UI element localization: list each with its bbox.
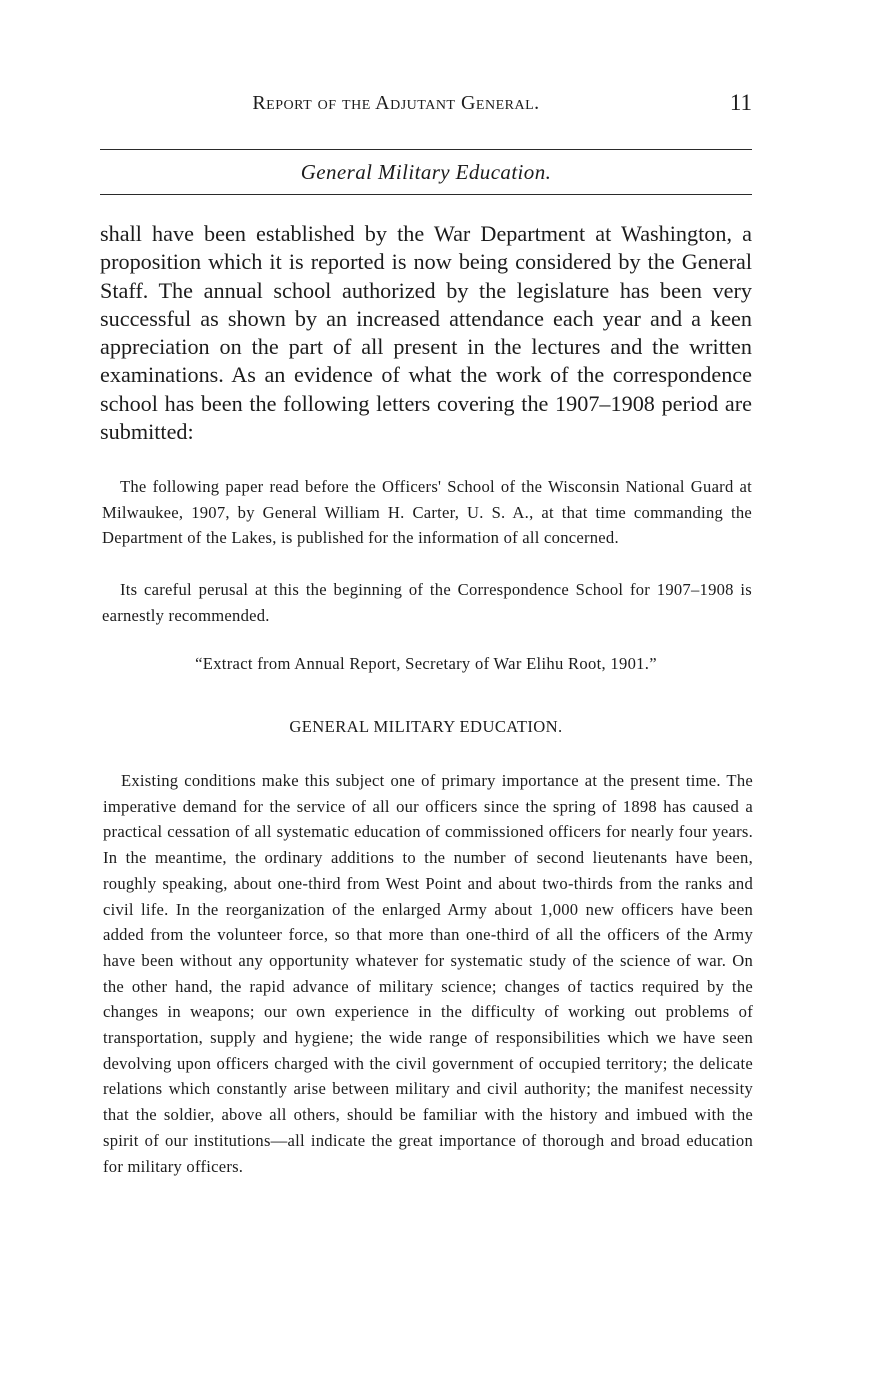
section-title: General Military Education. xyxy=(300,160,552,184)
extract-source-line: “Extract from Annual Report, Secretary of War Elihu Root, 1901.” xyxy=(195,654,657,673)
header-rule-top xyxy=(100,149,752,150)
page-number: 11 xyxy=(729,90,752,115)
header-rule-bottom xyxy=(100,194,752,195)
running-title: Report of the Adjutant General. xyxy=(252,92,540,114)
continuation-paragraph: shall have been established by the War Department at Washington, a proposition which it is reported is now being considered by the General Staff. The annual school authorized by the legislature has been very successful as shown by an increased attendance each year and a keen appreciation on the part of all present in the lectures and the written examinations. As an evidence of what the work of the correspondence school has been the following letters covering the 1907–1908 period are submitted: xyxy=(100,221,752,445)
running-header xyxy=(100,92,752,126)
notice-paragraph-1: The following paper read before the Officers' School of the Wisconsin National Guard at Milwaukee, 1907, by General William H. Carter, U. S. A., at that time commanding the Department of the Lakes, is published for the information of all concerned. xyxy=(102,477,752,547)
article-title: GENERAL MILITARY EDUCATION. xyxy=(289,717,563,736)
article-paragraph: Existing conditions make this subject one of primary importance at the present time. The imperative demand for the service of all our officers since the spring of 1898 has caused a practical cessation of all systematic education of commissioned officers for nearly four years. In the meantime, the ordinary additions to the number of second lieutenants have been, roughly speaking, about one-third from West Point and about two-thirds from the ranks and civil life. In the reorganization of the enlarged Army about 1,000 new officers have been added from the volunteer force, so that more than one-third of all the officers of the Army have been without any opportunity whatever for systematic study of the science of war. On the other hand, the rapid advance of military science; changes of tactics required by the changes in weapons; our own experience in the difficulty of working out problems of transportation, supply and hygiene; the wide range of responsibilities which we have seen devolving upon officers charged with the civil government of occupied territory; the delicate relations which constantly arise between military and civil authority; the manifest necessity that the soldier, above all others, should be familiar with the history and imbued with the spirit of our institutions—all indicate the great importance of thorough and broad education for military officers. xyxy=(103,771,753,1176)
notice-paragraph-2: Its careful perusal at this the beginning of the Correspondence School for 1907–1908 is earnestly recommended. xyxy=(102,580,752,625)
